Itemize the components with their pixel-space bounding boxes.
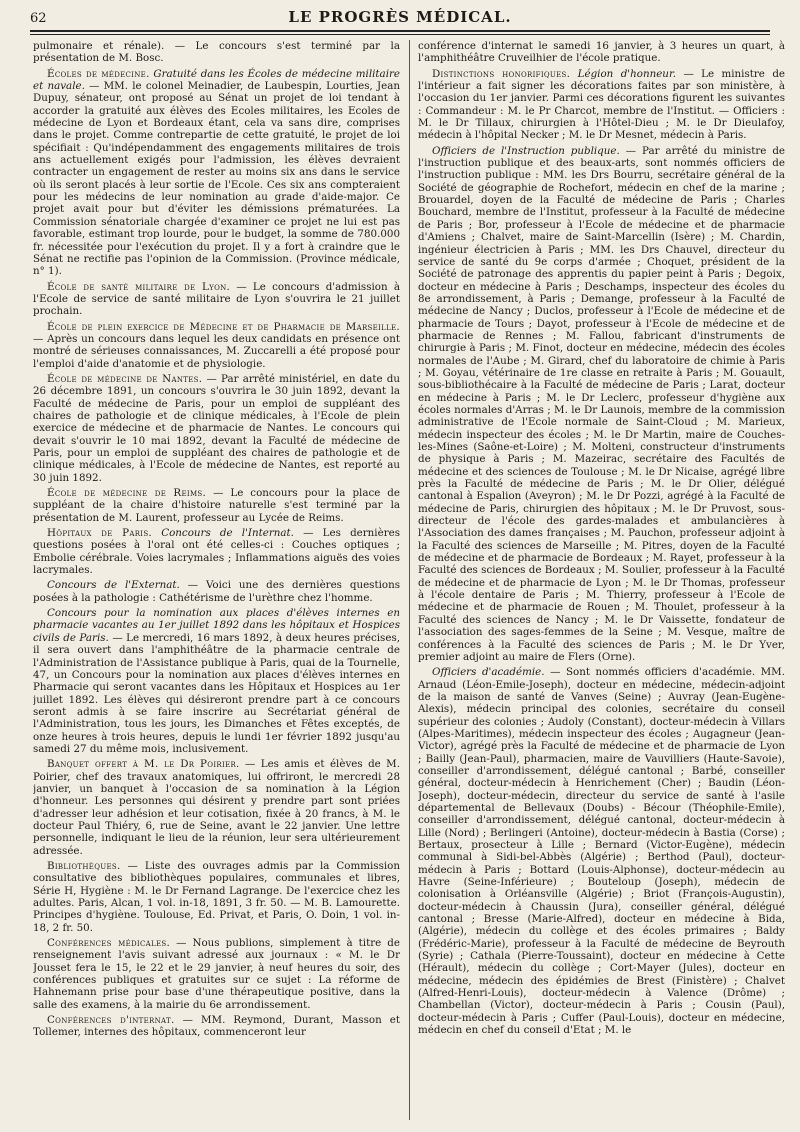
- section-heading: Conférences d'internat.: [47, 1014, 175, 1027]
- article-paragraph: [33, 321, 400, 370]
- section-subheading: Officiers d'académie.: [432, 666, 545, 679]
- paragraph-text: — Voici une des dernières questions posées à la pathologie : Cathétérisme de l'urèthre chez l'homme.: [33, 579, 400, 604]
- section-heading: École de plein exercice de Médecine et de Pharmacie de Marseille.: [47, 320, 400, 333]
- section-subheading: Légion d'honneur.: [577, 67, 677, 80]
- section-heading: École de médecine de Reims.: [47, 487, 207, 500]
- article-paragraph: [33, 68, 400, 278]
- section-heading: Conférences médicales.: [47, 937, 171, 950]
- paragraph-text: — Les dernières questions posées à l'oral ont été celles-ci : Couches optiques ; Embolie cérébrale. Voies lacrymales ; Inflammations aiguës des voies lacrymales.: [33, 527, 400, 577]
- article-paragraph: [418, 68, 785, 142]
- section-heading: Écoles de médecine.: [47, 67, 150, 80]
- article-paragraph: [418, 145, 785, 663]
- article-paragraph: [33, 527, 400, 576]
- article-paragraph: [418, 666, 785, 1036]
- paragraph-text: — Le concours pour la place de suppléant de la chaire d'histoire naturelle s'est terminé par la présentation de M. Laurent, professeur au Lycée de Reims.: [33, 487, 400, 524]
- header-rule-thin: [30, 34, 770, 35]
- section-heading: Bibliothèques.: [47, 860, 121, 872]
- article-paragraph: [33, 281, 400, 318]
- section-subheading: Concours pour la nomination aux places d'élèves internes en pharmacie vacantes au 1er juillet 1892 dans les hôpitaux et Hospices civils de Paris.: [33, 607, 400, 644]
- section-heading: Distinctions honorifiques.: [432, 67, 571, 80]
- section-heading: École de santé militaire de Lyon.: [47, 280, 231, 293]
- article-paragraph: [418, 40, 785, 65]
- section-subheading: Officiers de l'Instruction publique.: [432, 144, 620, 157]
- paragraph-text: — Liste des ouvrages admis par la Commission consultative des bibliothèques populaires, communales et libres, Série H, Hygiène : M. le Dr Fernand Lagrange. De l'exercice chez les adultes. Paris, Alcan, 1 vol. in-18, 1891, 3 fr. 50. — M. B. Lamourette. Principes d'hygiène. Toulouse, Ed. Privat, et Paris, O. Doin, 1 vol. in-18, 2 fr. 50.: [33, 860, 400, 934]
- paragraph-text: — Les amis et élèves de M. Poirier, chef des travaux anatomiques, lui offriront, le mercredi 28 janvier, un banquet à l'occasion de sa nomination à la Légion d'honneur. Les personnes qui désirent y prendre part sont priées d'adresser leur adhésion et leur cotisation, fixée à 20 francs, à M. le docteur Paul Thiéry, 6, rue de Seine, avant le 22 janvier. Une lettre personnelle, indiquant le lieu de la réunion, leur sera ultérieurement adressée.: [33, 758, 400, 857]
- page-number: 62: [30, 11, 47, 26]
- paragraph-text: conférence d'internat le samedi 16 janvier, à 3 heures un quart, à l'amphithéâtre Cruveilhier de l'école pratique.: [418, 40, 785, 65]
- paragraph-text: — Après un concours dans lequel les deux candidats en présence ont montré de sérieuses connaissances, M. Zuccarelli a été proposé pour l'emploi d'aide d'anatomie et de physiologie.: [33, 332, 400, 370]
- left-column: [33, 40, 400, 1120]
- article-paragraph: [33, 1014, 400, 1039]
- article-paragraph: [33, 579, 400, 604]
- article-paragraph: [33, 758, 400, 857]
- section-heading: Hôpitaux de Paris.: [47, 527, 153, 540]
- paragraph-text: — Le concours d'admission à l'Ecole de service de santé militaire de Lyon s'ouvrira le 21 juillet prochain.: [33, 280, 400, 318]
- paragraph-text: — MM. le colonel Meinadier, de Laubespin, Lourties, Jean Dupuy, sénateur, ont proposé au Sénat un projet de loi tendant à accorder la gratuité aux élèves des Ecoles militaires, les Ecoles de médecine de Lyon et Bordeaux étant, cela va sans dire, comprises dans le projet. Comme contrepartie de cette gratuité, le projet de loi spécifiait : Qu'indépendamment des engagements militaires de trois ans actuellement exigés pour l'admission, les élèves devraient contracter un engagement de rester au moins six ans dans le service où ils seront placés à leur sortie de l'Ecole. Ces six ans compteraient pour les médecins de leur nomination au grade d'aide-major. Ce projet avait pour but d'éviter les démissions prématurées. La Commission sénatoriale chargée d'examiner ce projet ne lui est pas favorable, estimant trop lourde, pour le budget, la somme de 780.000 fr. nécessitée pour l'exécution du projet. Il y a fort à craindre que le Sénat ne rectifie pas l'opinion de la Commission. (Province médicale, n° 1).: [33, 80, 400, 278]
- paragraph-text: pulmonaire et rénale). — Le concours s'est terminé par la présentation de M. Bosc.: [33, 40, 400, 65]
- section-subheading: Concours de l'Internat.: [161, 527, 294, 540]
- paragraph-text: — Le mercredi, 16 mars 1892, à deux heures précises, il sera ouvert dans l'amphithéâtre de la pharmacie centrale de l'Administration de l'Assistance publique à Paris, quai de la Tournelle, 47, un Concours pour la nomination aux places d'élèves internes en Pharmacie qui seront vacantes dans les Hôpitaux et Hospices au 1er juillet 1892. Les élèves qui désireront prendre part à ce concours seront admis à se faire inscrire au Secrétariat général de l'Administration, tous les jours, les Dimanches et Fêtes exceptés, de onze heures à trois heures, depuis le lundi 1er février 1892 jusqu'au samedi 27 du même mois, inclusivement.: [33, 631, 400, 755]
- article-paragraph: [33, 607, 400, 755]
- paragraph-text: — MM. Reymond, Durant, Masson et Tollemer, internes des hôpitaux, commenceront leur: [33, 1014, 400, 1039]
- paragraph-text: — Par arrêté du ministre de l'instruction publique et des beaux-arts, sont nommés officiers de l'instruction publique : MM. les Drs Bourru, secrétaire général de la Société de géographie de Rochefort, médecin en chef de la marine ; Brouardel, doyen de la Faculté de médecine de Paris ; Charles Bouchard, membre de l'Institut, professeur à la Faculté de médecine de Paris ; Bor, professeur à l'Ecole de médecine et de pharmacie d'Amiens ; Chalvet, maire de Saint-Marcellin (Isère) ; M. Chardin, ingénieur électricien à Paris ; MM. les Drs Chauvel, directeur du service de santé du 9e corps d'armée ; Choquet, président de la Société de patronage des apprentis du papier peint à Paris ; Degoix, docteur en médecine à Paris ; Deschamps, inspecteur des écoles du 8e arrondissement, à Paris ; Demange, professeur à la Faculté de médecine de Nancy ; Duclos, professeur à l'Ecole de médecine et de pharmacie de Tours ; Dayot, professeur à l'Ecole de médecine et de pharmacie de Rennes ; M. Fallou, fabricant d'instruments de chirurgie à Paris ; M. Finot, docteur en médecine, médecin des écoles normales de l'Aube ; M. Girard, chef du laboratoire de chimie à Paris ; M. Goyau, vétérinaire de 1re classe en retraite à Paris ; M. Gouault, sous-bibliothécaire à la Faculté de médecine de Paris ; Larat, docteur en médecine à Paris ; M. le Dr Leclerc, professeur d'hygiène aux écoles normales d'Arras ; M. le Dr Launois, membre de la commission administrative de l'Ecole normale de Saint-Cloud ; M. Marieux, médecin inspecteur des écoles ; M. le Dr Martin, maire de Couches-les-Mines (Saône-et-Loire) ; M. Molteni, constructeur d'instruments de physique à Paris ; M. Mazeirac, secrétaire des Facultés de médecine et des sciences de Toulouse ; M. le Dr Nicaise, agrégé libre près la Faculté de médecine de Paris ; M. le Dr Olier, délégué cantonal à Espalion (Aveyron) ; M. le Dr Pozzi, agrégé à la Faculté de médecine de Paris, chirurgien des hôpitaux ; M. le Dr Pruvost, sous-directeur de l'école des gardes-malades et ambulancières à l'Association des dames françaises ; M. Pauchon, professeur adjoint à la Faculté des sciences de Marseille ; M. Pitres, doyen de la Faculté de médecine et de pharmacie de Bordeaux ; M. Rayet, professeur à la Faculté des sciences de Bordeaux ; M. Soulier, professeur à la Faculté de médecine et de pharmacie de Lyon ; M. le Dr Thomas, professeur à l'école dentaire de Paris ; M. Thierry, professeur à l'Ecole de médecine et de pharmacie de Rouen ; M. Thoulet, professeur à la Faculté des sciences de Nancy ; M. le Dr Vaissette, fondateur de l'association des sages-femmes de la Seine ; M. Vesque, maître de conférences à la Faculté des sciences de Paris ; M. le Dr Yver, premier adjoint au maire de Flers (Orne).: [418, 144, 785, 663]
- paragraph-text: — Par arrêté ministériel, en date du 26 décembre 1891, un concours s'ouvrira le 30 juin 1892, devant la Faculté de médecine de Paris, pour un emploi de suppléant des chaires de pathologie et de clinique médicales, à l'Ecole de plein exercice de médecine et de pharmacie de Nantes. Le concours qui devait s'ouvrir le 10 mai 1892, devant la Faculté de médecine de Paris, pour un emploi de suppléant des chaires de pathologie et de clinique médicales, à l'Ecole de médecine de Nantes, est reporté au 30 juin 1892.: [33, 372, 400, 484]
- section-heading: École de médecine de Nantes.: [47, 372, 203, 385]
- paragraph-text: — Le ministre de l'intérieur a fait signer les décorations faites par son ministère, à l'occasion du 1er janvier. Parmi ces décorations figurent les suivantes : Commandeur : M. le Pr Charcot, membre de l'Institut. — Officiers : M. le Dr Tillaux, chirurgien à l'Hôtel-Dieu ; M. le Dr Dieulafoy, médecin à l'hôpital Necker ; M. le Dr Mesnet, médecin à Paris.: [418, 67, 785, 142]
- page-header: [30, 8, 770, 32]
- paragraph-text: — Sont nommés officiers d'académie. MM. Arnaud (Léon-Emile-Joseph), docteur en médecine, médecin-adjoint de la maison de santé de Vanves (Seine) ; Auvray (Jean-Eugène-Alexis), médecin principal des colonies, secrétaire du conseil supérieur des colonies ; Audoly (Constant), docteur-médecin à Villars (Alpes-Maritimes), médecin inspecteur des écoles ; Augagneur (Jean-Victor), agrégé près la Faculté de médecine et de pharmacie de Lyon ; Bailly (Jean-Paul), pharmacien, maire de Vauvilliers (Haute-Savoie), conseiller d'arrondissement, délégué cantonal ; Barbé, conseiller général, docteur-médecin à Henrichement (Cher) ; Baudin (Léon-Joseph), docteur-médecin, directeur du service de santé à l'asile départemental de Bellevaux (Doubs) - Bécour (Théophile-Emile), conseiller d'arrondissement, délégué cantonal, docteur-médecin à Lille (Nord) ; Berlingeri (Antoine), docteur-médecin à Bastia (Corse) ; Bertaux, prosecteur à Lille ; Bernard (Victor-Eugène), médecin communal à Sidi-bel-Abbès (Algérie) ; Berthod (Paul), docteur-médecin à Paris ; Bottard (Louis-Alphonse), docteur-médecin au Havre (Seine-Inférieure) ; Bouteloup (Joseph), médecin de colonisation à Orléansville (Algérie) ; Briot (François-Augustin), docteur-médecin à Chaussin (Jura), conseiller général, délégué cantonal ; Bresse (Marie-Alfred), docteur en médecine à Bida, (Algérie), médecin du collège et des écoles primaires ; Baldy (Frédéric-Marie), professeur à la Faculté de médecine de Beyrouth (Syrie) ; Cathala (Pierre-Toussaint), docteur en médecine à Cette (Hérault), médecin du collège ; Cort-Mayer (Jules), docteur en médecine, médecin des épidémies de Brest (Finistère) ; Chalvet (Alfred-Henri-Louis), docteur-médecin à Valence (Drôme) ; Chambellan (Victor), docteur-médecin à Paris ; Cousin (Paul), docteur-médecin à Paris ; Cuffer (Paul-Louis), docteur en médecine, médecin en chef du conseil d'Etat ; M. le: [418, 666, 785, 1037]
- article-paragraph: [33, 860, 400, 934]
- section-subheading: Gratuité dans les Écoles de médecine militaire et navale.: [33, 67, 400, 93]
- paragraph-text: — Nous publions, simplement à titre de renseignement l'avis suivant adressé aux journaux : « M. le Dr Jousset fera le 15, le 22 et le 29 janvier, à neuf heures du soir, des conférences publiques et gratuites sur ce sujet : La réforme de Hahnemann prise pour base d'une thérapeutique positive, dans la salle des examens, à la mairie du 6e arrondissement.: [33, 937, 400, 1011]
- column-divider: [409, 40, 410, 1120]
- header-rule-thick: [30, 30, 770, 32]
- article-paragraph: [33, 937, 400, 1011]
- article-paragraph: [33, 373, 400, 484]
- article-paragraph: [33, 487, 400, 524]
- section-heading: Banquet offert à M. le Dr Poirier.: [47, 758, 240, 771]
- journal-title: LE PROGRÈS MÉDICAL.: [288, 8, 512, 26]
- right-column: [418, 40, 785, 1120]
- article-paragraph: [33, 40, 400, 65]
- section-subheading: Concours de l'Externat.: [47, 579, 180, 592]
